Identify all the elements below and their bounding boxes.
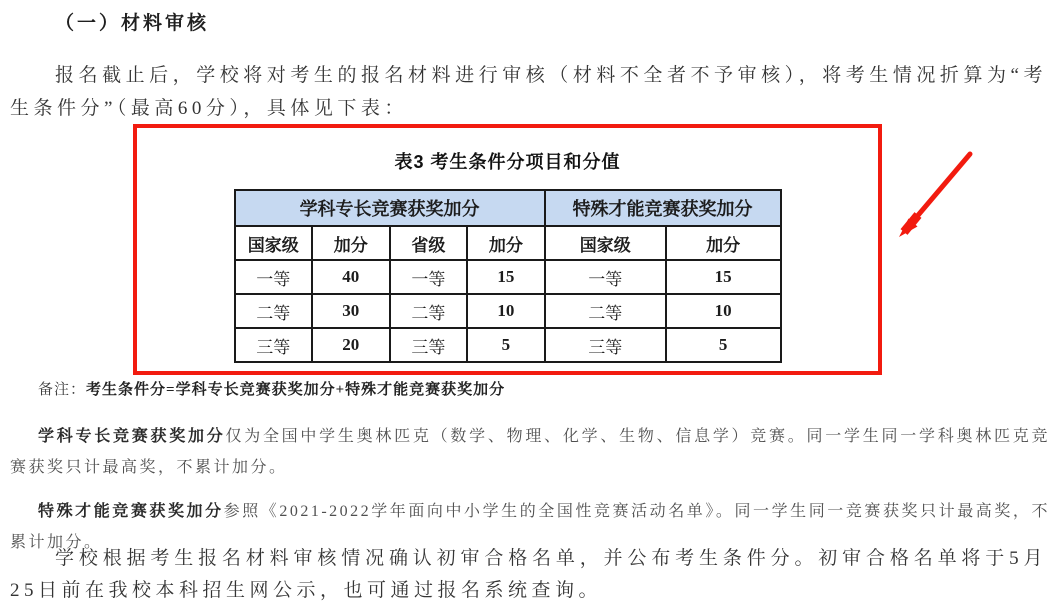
score-cell: 10: [467, 294, 545, 328]
table-row: [235, 260, 781, 294]
grade-cell: 二等: [545, 294, 666, 328]
col-header: 国家级: [545, 226, 666, 260]
intro-paragraph: 报名截止后，学校将对考生的报名材料进行审核（材料不全者不予审核），将考生情况折算为“考生条件分”（最高60分），具体见下表：: [10, 65, 1047, 119]
table-row: [235, 294, 781, 328]
table-group-header-row: [235, 190, 781, 226]
footnote-label: 备注：: [38, 382, 87, 398]
subject-bonus-lead: 学科专长竞赛获奖加分: [38, 428, 226, 445]
score-cell: 15: [666, 260, 781, 294]
subject-bonus-paragraph: [10, 421, 1050, 483]
score-cell: 5: [666, 328, 781, 362]
score-cell: 5: [467, 328, 545, 362]
col-header: 省级: [390, 226, 468, 260]
table-title: 表3 考生条件分项目和分值: [394, 152, 621, 172]
grade-cell: 一等: [390, 260, 468, 294]
group-header-subject: 学科专长竞赛获奖加分: [235, 190, 545, 226]
grade-cell: 二等: [390, 294, 468, 328]
special-bonus-lead: 特殊才能竞赛获奖加分: [38, 503, 224, 520]
grade-cell: 三等: [545, 328, 666, 362]
grade-cell: 二等: [235, 294, 313, 328]
score-table: [234, 189, 782, 363]
group-header-special: 特殊才能竞赛获奖加分: [545, 190, 781, 226]
col-header: 加分: [467, 226, 545, 260]
table-footnote: [38, 378, 505, 399]
grade-cell: 三等: [235, 328, 313, 362]
score-cell: 40: [312, 260, 390, 294]
score-cell: 20: [312, 328, 390, 362]
score-cell: 30: [312, 294, 390, 328]
red-highlight-box: [133, 124, 882, 375]
score-cell: 15: [467, 260, 545, 294]
final-paragraph: 学校根据考生报名材料审核情况确认初审合格名单，并公布考生条件分。初审合格名单将于5月25日前在我校本科招生网公示，也可通过报名系统查询。: [10, 548, 1047, 601]
col-header: 加分: [312, 226, 390, 260]
score-cell: 10: [666, 294, 781, 328]
special-bonus-text: 参照《2021-2022学年面向中小学生的全国性竞赛活动名单》。同一学生同一竞赛获奖只计最高奖，不累计加分。: [10, 503, 1050, 551]
grade-cell: 三等: [390, 328, 468, 362]
table-sub-header-row: [235, 226, 781, 260]
red-arrow-icon: [884, 140, 980, 248]
grade-cell: 一等: [545, 260, 666, 294]
red-arrow-annotation: [884, 140, 980, 248]
footnote-text: 考生条件分=学科专长竞赛获奖加分+特殊才能竞赛获奖加分: [86, 382, 506, 398]
table-row: [235, 328, 781, 362]
col-header: 加分: [666, 226, 781, 260]
subject-bonus-text: 仅为全国中学生奥林匹克（数学、物理、化学、生物、信息学）竞赛。同一学生同一学科奥林匹克竞赛获奖只计最高奖，不累计加分。: [10, 428, 1050, 476]
col-header: 国家级: [235, 226, 313, 260]
section-heading: （一）材料审核: [55, 13, 210, 34]
grade-cell: 一等: [235, 260, 313, 294]
